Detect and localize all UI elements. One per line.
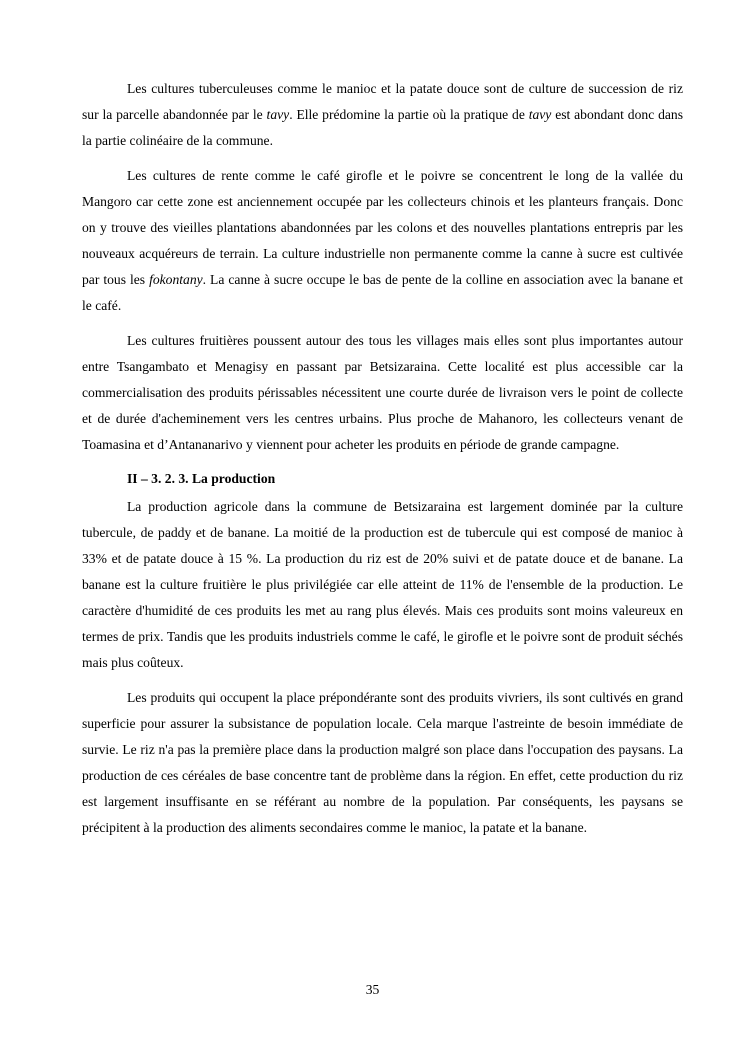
text-run: Les cultures de rente comme le café girofle et le poivre se concentrent le long de la vallée du Mangoro car cette zone est anciennement occupée par les collecteurs chinois et les planteurs français. Donc on y trouve des vieilles plantations abandonnées par les colons et des nouvelles plantations entrepris par les nouveaux acquéreurs de terrain. La culture industrielle non permanente comme la canne à sucre est cultivée par tous les: [82, 168, 683, 287]
paragraph-production: La production agricole dans la commune de Betsizaraina est largement dominée par la culture tubercule, de paddy et de banane. La moitié de la production est de tubercule qui est composé de manioc à 33% et de patate douce à 15 %. La production du riz est de 20% suivi et de patate douce et de banane. La banane est la culture fruitière le plus privilégiée car elle atteint de 11% de l'ensemble de la production. Le caractère d'humidité de ces produits les met au rang plus élevés. Mais ces produits sont moins valeureux en termes de prix. Tandis que les produits industriels comme le café, le girofle et le poivre sont de produit séchés mais plus coûteux.: [82, 499, 683, 670]
paragraph-tuber-crops: [82, 76, 683, 154]
section-heading: II – 3. 2. 3. La production: [127, 471, 276, 486]
document-page: [82, 76, 683, 841]
text-run: Les cultures tuberculeuses comme le manioc et la patate douce sont de culture de succession de riz sur la parcelle abandonnée par le: [82, 81, 683, 122]
text-run: . La canne à sucre occupe le bas de pente de la colline en association avec la banane et le café.: [82, 272, 683, 313]
paragraph-fruit-crops: Les cultures fruitières poussent autour des tous les villages mais elles sont plus importantes autour entre Tsangambato et Menagisy en passant par Betsizaraina. Cette localité est plus accessible car la commercialisation des produits périssables nécessitent une courte durée de livraison vers le point de collecte et de durée d'acheminement vers les centres urbains. Plus proche de Mahanoro, les collecteurs venant de Toamasina et d’Antananarivo y viennent pour acheter les produits en période de grande campagne.: [82, 333, 683, 452]
italic-term-tavy: tavy: [528, 107, 552, 122]
text-run: est abondant donc dans la partie colinéaire de la commune.: [82, 107, 683, 148]
paragraph-food-products: Les produits qui occupent la place prépondérante sont des produits vivriers, ils sont cultivés en grand superficie pour assurer la subsistance de population locale. Cela marque l'astreinte de besoin immédiate de survie. Le riz n'a pas la première place dans la production malgré son place dans l'occupation des paysans. La production de ces céréales de base concentre tant de problème dans la région. En effet, cette production du riz est largement insuffisante en se référant au nombre de la population. Par conséquents, les paysans se précipitent à la production des aliments secondaires comme le manioc, la patate et la banane.: [82, 690, 683, 835]
paragraph-cash-crops: [82, 163, 683, 319]
italic-term-tavy: tavy: [266, 107, 290, 122]
text-run: . Elle prédomine la partie où la pratique de: [289, 107, 529, 122]
page-number: 35: [365, 982, 380, 997]
italic-term-fokontany: fokontany: [149, 272, 203, 287]
